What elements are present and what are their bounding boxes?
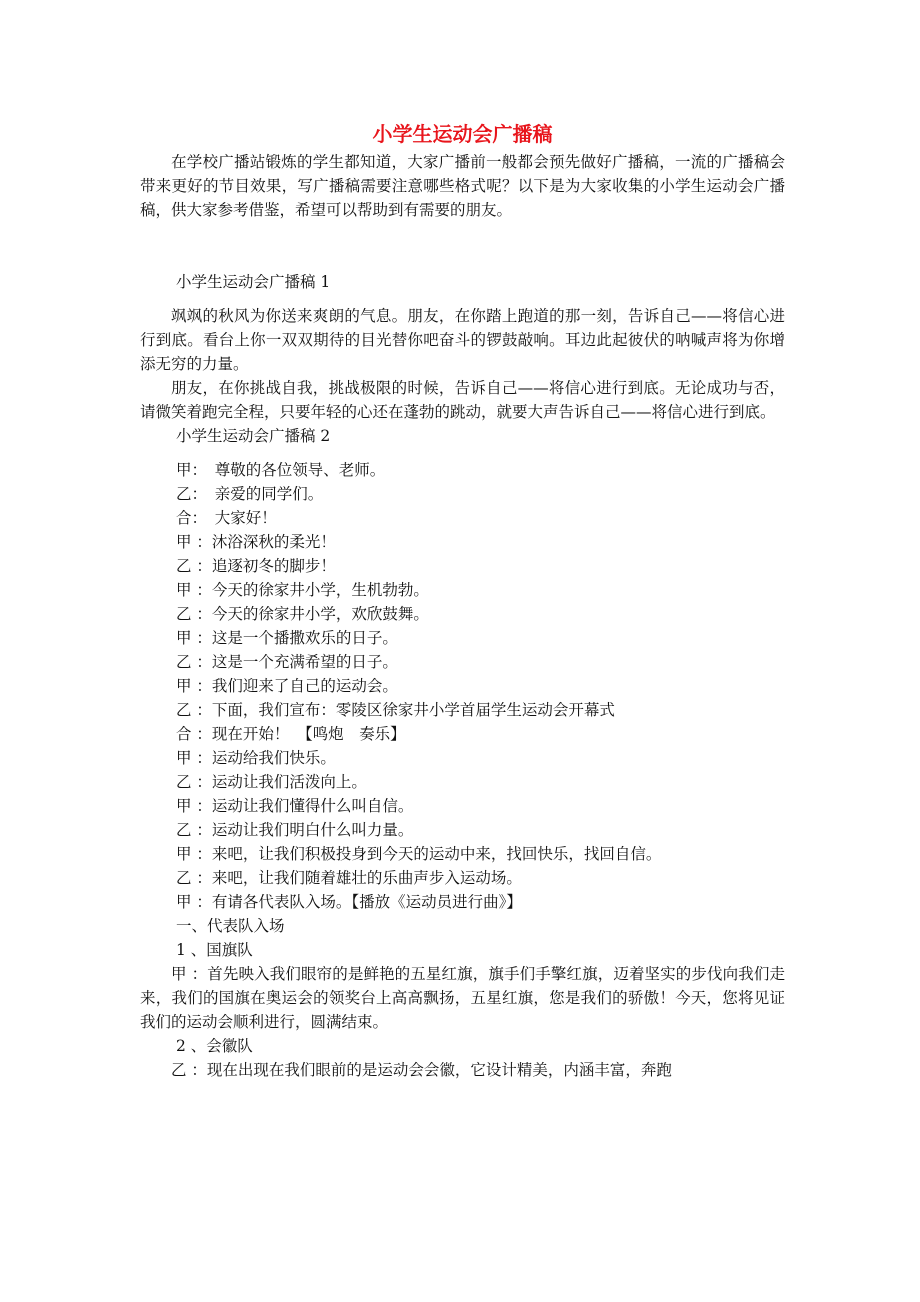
section1-heading: 小学生运动会广播稿 1 xyxy=(176,273,331,291)
section2-heading: 小学生运动会广播稿 2 xyxy=(176,427,331,445)
emblem-team-paragraph: 乙 ：现在出现在我们眼前的是运动会会徽，它设计精美，内涵丰富，奔跑 xyxy=(171,1061,672,1079)
script-line: 乙 ：追逐初冬的脚步！ xyxy=(176,557,336,575)
script-line: 甲： 尊敬的各位领导、老师。 xyxy=(176,461,386,479)
script-line: 乙 ：来吧，让我们随着雄壮的乐曲声步入运动场。 xyxy=(176,869,522,887)
subsection-heading: 2 、会徽队 xyxy=(176,1037,253,1055)
script-line: 乙 ：下面，我们宣布：零陵区徐家井小学首届学生运动会开幕式 xyxy=(176,701,615,719)
script-line: 乙 ：这是一个充满希望的日子。 xyxy=(176,653,398,671)
intro-paragraph: 在学校广播站锻炼的学生都知道，大家广播前一般都会预先做好广播稿，一流的广播稿会带来更好的节目效果，写广播稿需要注意哪些格式呢？以下是为大家收集的小学生运动会广播稿，供大家参考借鉴，希望可以帮助到有需要的朋友。 xyxy=(140,153,785,219)
subsection-heading: 1 、国旗队 xyxy=(176,941,253,959)
script-line: 甲 ：来吧，让我们积极投身到今天的运动中来，找回快乐，找回自信。 xyxy=(176,845,662,863)
document-page xyxy=(140,118,785,1082)
section1-paragraph-2: 朋友，在你挑战自我，挑战极限的时候，告诉自己——将信心进行到底。无论成功与否，请微笑着跑完全程，只要年轻的心还在蓬勃的跳动，就要大声告诉自己——将信心进行到底。 xyxy=(140,379,785,421)
script-line: 乙 ：运动让我们活泼向上。 xyxy=(176,773,367,791)
subsection-heading: 一、代表队入场 xyxy=(176,917,285,935)
script-line: 乙 ：运动让我们明白什么叫力量。 xyxy=(176,821,414,839)
flag-team-paragraph: 甲 ：首先映入我们眼帘的是鲜艳的五星红旗，旗手们手擎红旗，迈着坚实的步伐向我们走来，我们的国旗在奥运会的领奖台上高高飘扬，五星红旗，您是我们的骄傲！今天，您将见证我们的运动会顺利进行，圆满结束。 xyxy=(140,965,785,1031)
spacer xyxy=(140,448,785,458)
script-line: 合： 大家好！ xyxy=(176,509,277,527)
script-line: 甲 ：有请各代表队入场。【播放《运动员进行曲》】 xyxy=(176,893,522,911)
script-line: 乙： 亲爱的同学们。 xyxy=(176,485,324,503)
document-title: 小学生运动会广播稿 xyxy=(372,122,553,146)
section1-paragraph-1: 飒飒的秋风为你送来爽朗的气息。朋友，在你踏上跑道的那一刻，告诉自己——将信心进行到底。看台上你一双双期待的目光替你吧奋斗的锣鼓敲响。耳边此起彼伏的呐喊声将为你增添无穷的力量。 xyxy=(140,307,785,373)
script-line: 乙 ：今天的徐家井小学，欢欣鼓舞。 xyxy=(176,605,429,623)
spacer xyxy=(140,294,785,304)
script-line: 甲 ：我们迎来了自己的运动会。 xyxy=(176,677,398,695)
script-line: 甲 ：这是一个播撒欢乐的日子。 xyxy=(176,629,398,647)
script-line: 甲 ：沐浴深秋的柔光！ xyxy=(176,533,336,551)
script-line: 甲 ：运动让我们懂得什么叫自信。 xyxy=(176,797,414,815)
script-line: 甲 ：运动给我们快乐。 xyxy=(176,749,336,767)
script-line: 甲 ：今天的徐家井小学，生机勃勃。 xyxy=(176,581,429,599)
script-line: 合 ：现在开始！ 【鸣炮 奏乐】 xyxy=(176,725,406,743)
spacer xyxy=(140,222,785,270)
